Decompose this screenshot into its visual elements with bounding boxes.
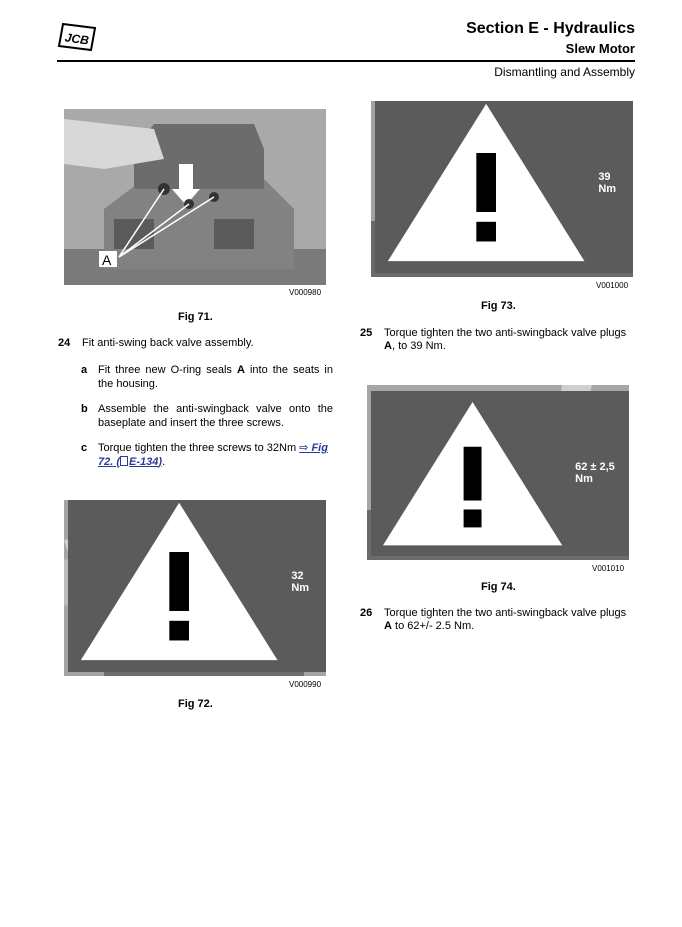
step-24-text: Fit anti-swing back valve assembly.	[82, 337, 254, 349]
page-topic: Dismantling and Assembly	[494, 65, 635, 79]
step-24a-bold: A	[236, 364, 245, 376]
fig72-photo	[64, 500, 326, 676]
page-ref-link[interactable]: E-134	[129, 455, 159, 468]
step-24a	[81, 364, 333, 392]
step-24a-pre: Fit three new O-ring seals	[98, 364, 237, 376]
step-24c-letter: c	[81, 442, 88, 454]
fig72-link[interactable]: ⇨ Fig 72.	[98, 442, 328, 468]
step-25-bold: A	[384, 340, 392, 352]
fig71-code: V000980	[289, 288, 322, 297]
fig74-photo	[367, 385, 629, 560]
warning-icon	[374, 393, 571, 554]
section-title: Section E - Hydraulics	[466, 20, 635, 37]
link-close: )	[158, 455, 163, 468]
logo-text: JCB	[63, 30, 90, 48]
page-ref-icon	[120, 456, 128, 466]
step-26-pre: Torque tighten the two anti-swingback valve plugs	[384, 607, 627, 619]
step-26-post: to 62+/- 2.5 Nm.	[391, 620, 475, 632]
warning-icon	[378, 101, 594, 271]
fig74-torque-badge	[371, 391, 629, 556]
fig72-caption: Fig 72.	[178, 698, 213, 710]
step-24b-letter: b	[81, 403, 88, 415]
fig71-caption: Fig 71.	[178, 311, 213, 323]
step-26-number: 26	[360, 607, 373, 619]
step-24c	[81, 442, 333, 470]
fig74-code: V001010	[592, 564, 625, 573]
fig72-torque: 32 Nm	[291, 569, 310, 594]
fig71-photo	[64, 109, 326, 285]
fig72-code: V000990	[289, 680, 322, 689]
step-24	[58, 337, 348, 351]
step-26	[360, 607, 636, 635]
fig71-label-a: A	[102, 252, 112, 268]
fig73-caption: Fig 73.	[481, 300, 516, 312]
fig73-torque: 39 Nm	[598, 170, 617, 195]
warning-icon	[71, 500, 287, 670]
step-24b-text: Assemble the anti-swingback valve onto the baseplate and insert the three screws.	[98, 403, 333, 429]
fig74-torque: 62 ± 2,5 Nm	[575, 461, 615, 486]
step-24a-letter: a	[81, 364, 88, 376]
step-24b	[81, 403, 333, 431]
step-25-pre: Torque tighten the two anti-swingback valve plugs	[384, 327, 627, 339]
jcb-logo	[57, 22, 97, 52]
step-25-post: , to 39 Nm.	[391, 340, 446, 352]
fig73-code: V001000	[596, 281, 629, 290]
header-divider	[57, 60, 635, 62]
step-26-bold: A	[384, 620, 392, 632]
step-24c-post: .	[162, 455, 166, 468]
fig73-torque-badge	[375, 101, 633, 273]
step-24a-post: into the seats in the housing.	[98, 364, 333, 390]
fig73-photo	[371, 101, 633, 277]
step-24c-pre: Torque tighten the three screws to 32Nm	[98, 442, 300, 454]
step-24-number: 24	[58, 337, 71, 349]
fig72-torque-badge	[68, 500, 326, 672]
section-subtitle: Slew Motor	[565, 41, 635, 56]
link-open: (	[113, 455, 121, 468]
fig74-caption: Fig 74.	[481, 581, 516, 593]
step-25-number: 25	[360, 327, 373, 339]
step-25	[360, 327, 636, 355]
